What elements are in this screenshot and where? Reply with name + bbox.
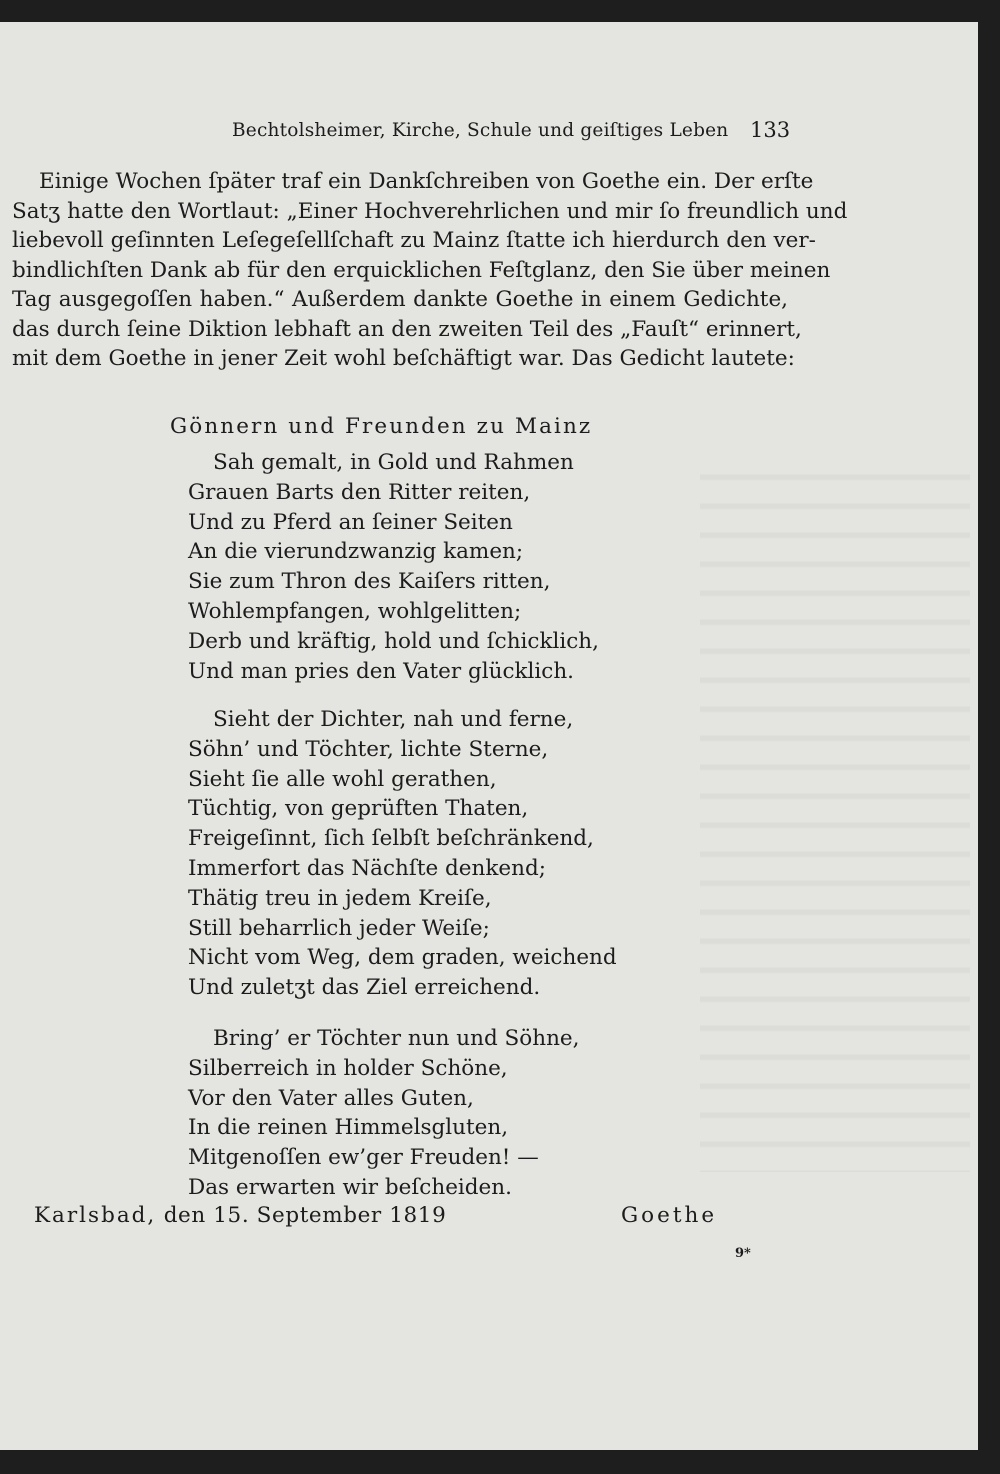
paragraph-line: liebevoll geſinnten Leſegeſellſchaft zu Mainz ſtatte ich hierdurch den ver- (12, 228, 816, 253)
poem-stanza-1 (188, 448, 599, 686)
verse-line: Still beharrlich jeder Weiſe; (188, 915, 490, 941)
intro-paragraph (12, 167, 848, 374)
verse-line: Derb und kräftig, hold und ſchicklich, (188, 628, 599, 654)
sheet-signature-mark: 9* (735, 1246, 751, 1261)
verse-line: Sieht ſie alle wohl gerathen, (188, 766, 497, 792)
running-head: Bechtolsheimer, Kirche, Schule und geiſtiges Leben (232, 120, 729, 141)
verse-line: Sieht der Dichter, nah und ferne, (213, 707, 574, 732)
verse-line: Und man pries den Vater glücklich. (188, 658, 575, 684)
verse-line: Und zu Pferd an ſeiner Seiten (188, 509, 513, 535)
poem-stanza-2 (188, 705, 617, 1003)
place-and-date (34, 1203, 446, 1228)
book-page (0, 22, 978, 1450)
author-signature: Goethe (621, 1203, 718, 1228)
verse-line: Grauen Barts den Ritter reiten, (188, 479, 531, 505)
verse-line: Sie zum Thron des Kaiſers ritten, (188, 569, 551, 595)
verse-line: Söhn’ und Töchter, lichte Sterne, (188, 736, 549, 762)
verse-line: Mitgenoſſen ew’ger Freuden! — (188, 1145, 539, 1171)
verse-line: Und zuletʒt das Ziel erreichend. (188, 975, 541, 1001)
paragraph-line: Tag ausgegoſſen haben.“ Außerdem dankte Goethe in einem Gedichte, (12, 287, 788, 312)
place: Karlsbad, (34, 1203, 157, 1228)
verse-line: Sah gemalt, in Gold und Rahmen (213, 450, 574, 475)
verse-line: Wohlempfangen, wohlgelitten; (188, 598, 522, 624)
verse-line: Freigeſinnt, ſich ſelbſt beſchränkend, (188, 826, 594, 852)
verse-line: Vor den Vater alles Guten, (188, 1085, 474, 1111)
verse-line: An die vierundzwanzig kamen; (188, 539, 524, 565)
poem-stanza-3 (188, 1024, 579, 1203)
verse-line: In die reinen Himmelsgluten, (188, 1115, 509, 1141)
verse-line: Silberreich in holder Schöne, (188, 1055, 508, 1081)
date: den 15. September 1819 (163, 1203, 447, 1228)
verse-line: Bring’ er Töchter nun und Söhne, (213, 1026, 580, 1051)
verse-line: Nicht vom Weg, dem graden, weichend (188, 945, 617, 971)
paragraph-line: das durch ſeine Diktion lebhaft an den zweiten Teil des „Fauſt“ erinnert, (12, 316, 802, 342)
paragraph-line: bindlichſten Dank ab für den erquicklichen Feſtglanz, den Sie über meinen (12, 257, 831, 283)
verse-line: Das erwarten wir beſcheiden. (188, 1174, 512, 1200)
verse-line: Tüchtig, von geprüften Thaten, (188, 796, 529, 822)
paragraph-line: Einige Wochen ſpäter traf ein Dankſchreiben von Goethe ein. Der erſte (39, 169, 814, 194)
poem-title: Gönnern und Freunden zu Mainz (170, 414, 593, 439)
verse-line: Thätig treu in jedem Kreiſe, (188, 885, 492, 911)
paragraph-line: Satʒ hatte den Wortlaut: „Einer Hochverehrlichen und mir ſo freundlich und (12, 198, 848, 224)
verse-line: Immerfort das Nächſte denkend; (188, 855, 546, 881)
paragraph-line: mit dem Goethe in jener Zeit wohl beſchäftigt war. Das Gedicht lautete: (12, 346, 795, 371)
page-number: 133 (750, 118, 791, 142)
bleed-through-texture (700, 452, 970, 1172)
